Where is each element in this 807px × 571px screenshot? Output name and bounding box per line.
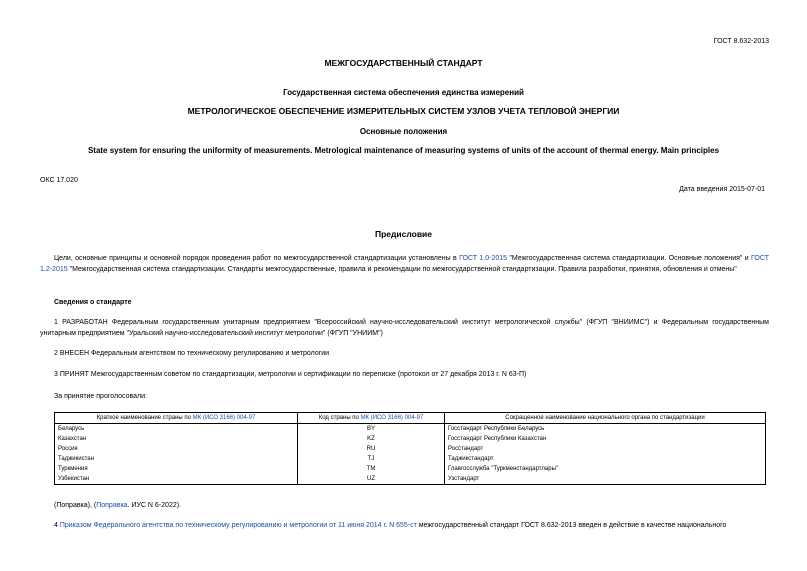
- item-developed: 1 РАЗРАБОТАН Федеральным государственным унитарным предприятием "Всероссийский научно-исследовательский институт метрологической службы" (ФГУП "ВНИИМС") и Федеральным государственным унитарным предприятием "Уральский научно-исследовательский институт метрологии" (ФГУП "УНИИМ"): [40, 319, 769, 337]
- item-adopted: 3 ПРИНЯТ Межгосударственным советом по стандартизации, метрологии и сертификации по переписке (протокол от 27 декабря 2013 г. N 63-П): [54, 371, 527, 378]
- cell-country: Таджикистан: [55, 454, 298, 464]
- item-submitted: 2 ВНЕСЕН Федеральным агентством по техническому регулированию и метрологии: [54, 350, 330, 357]
- cell-org: Госстандарт Республики Беларусь: [445, 424, 766, 435]
- cell-country: Беларусь: [55, 424, 298, 435]
- system-title: Государственная система обеспечения единства измерений: [283, 88, 524, 97]
- cell-country: Россия: [55, 444, 298, 454]
- table-row: [55, 454, 766, 464]
- order-link[interactable]: Приказом Федерального агентства по техническому регулированию и метрологии от 11 июня 2014 г. N 655-ст: [59, 522, 417, 529]
- info-heading: Сведения о стандарте: [54, 299, 132, 306]
- cell-org: Госстандарт Республики Казахстан: [445, 434, 766, 444]
- intro-date: Дата введения 2015-07-01: [679, 186, 765, 193]
- cell-org: Узстандарт: [445, 474, 766, 485]
- gost-1-0-link[interactable]: ГОСТ 1.0-2015: [459, 255, 508, 262]
- standard-type: МЕЖГОСУДАРСТВЕННЫЙ СТАНДАРТ: [324, 58, 483, 68]
- cell-code: RU: [298, 444, 445, 454]
- header-code-text: Код страны по: [318, 415, 361, 421]
- table-header-row: [55, 413, 766, 424]
- amendment-link[interactable]: Поправка: [96, 502, 128, 509]
- preface-text-2: "Межгосударственная система стандартизации. Основные положения" и: [507, 255, 752, 262]
- header-country-text: Краткое наименование страны по: [96, 415, 193, 421]
- main-title: МЕТРОЛОГИЧЕСКОЕ ОБЕСПЕЧЕНИЕ ИЗМЕРИТЕЛЬНЫХ СИСТЕМ УЗЛОВ УЧЕТА ТЕПЛОВОЙ ЭНЕРГИИ: [187, 106, 620, 116]
- mk-iso-link-2[interactable]: МК (ИСО 3166) 004-97: [360, 415, 424, 421]
- table-row: [55, 464, 766, 474]
- table-row: [55, 424, 766, 435]
- preface-text-3: "Межгосударственная система стандартизации. Стандарты межгосударственные, правила и рекомендации по межгосударственной стандартизации. Правила разработки, принятия, обновления и отмены": [67, 265, 737, 273]
- header-country: [55, 413, 298, 424]
- mk-iso-link-1[interactable]: МК (ИСО 3166) 004-97: [192, 415, 256, 421]
- gost-1-2-link[interactable]: ГОСТ 1.2-2015: [40, 255, 769, 273]
- cell-code: UZ: [298, 474, 445, 485]
- oks-code: ОКС 17.020: [40, 177, 78, 184]
- table-row: [55, 444, 766, 454]
- cell-country: Туркмения: [55, 464, 298, 474]
- item-enacted-text: межгосударственный стандарт ГОСТ 8.632-2013 введен в действие в качестве национального: [416, 522, 727, 529]
- voting-table: [54, 412, 766, 485]
- cell-country: Казахстан: [55, 434, 298, 444]
- cell-code: TM: [298, 464, 445, 474]
- preface-text-1: Цели, основные принципы и основной порядок проведения работ по межгосударственной стандартизации установлены в: [54, 255, 460, 262]
- table-row: [55, 474, 766, 485]
- header-code: [298, 413, 445, 424]
- item-enacted: [40, 521, 769, 532]
- preface-heading: Предисловие: [374, 229, 433, 239]
- cell-code: TJ: [298, 454, 445, 464]
- amendment-text-1: (Поправка), (: [54, 502, 97, 509]
- cell-org: Таджикстандарт: [445, 454, 766, 464]
- cell-code: BY: [298, 424, 445, 435]
- cell-country: Узбекистан: [55, 474, 298, 485]
- english-title: State system for ensuring the uniformity of measurements. Metrological maintenance of measuring systems of units of the account of thermal energy. Main principles: [87, 146, 720, 155]
- preface-paragraph: [40, 254, 769, 275]
- voted-label: За принятие проголосовали:: [54, 393, 147, 400]
- cell-code: KZ: [298, 434, 445, 444]
- doc-code: ГОСТ 8.632-2013: [713, 38, 769, 45]
- amendment-note: [40, 501, 769, 512]
- amendment-text-2: . ИУС N 6-2022).: [127, 502, 182, 509]
- cell-org: Главгосслужба "Туркменстандартлары": [445, 464, 766, 474]
- cell-org: Росстандарт: [445, 444, 766, 454]
- table-row: [55, 434, 766, 444]
- item-enacted-number: 4: [54, 522, 60, 529]
- header-org: Сокращенное наименование национального органа по стандартизации: [445, 413, 766, 424]
- subtitle: Основные положения: [359, 127, 448, 136]
